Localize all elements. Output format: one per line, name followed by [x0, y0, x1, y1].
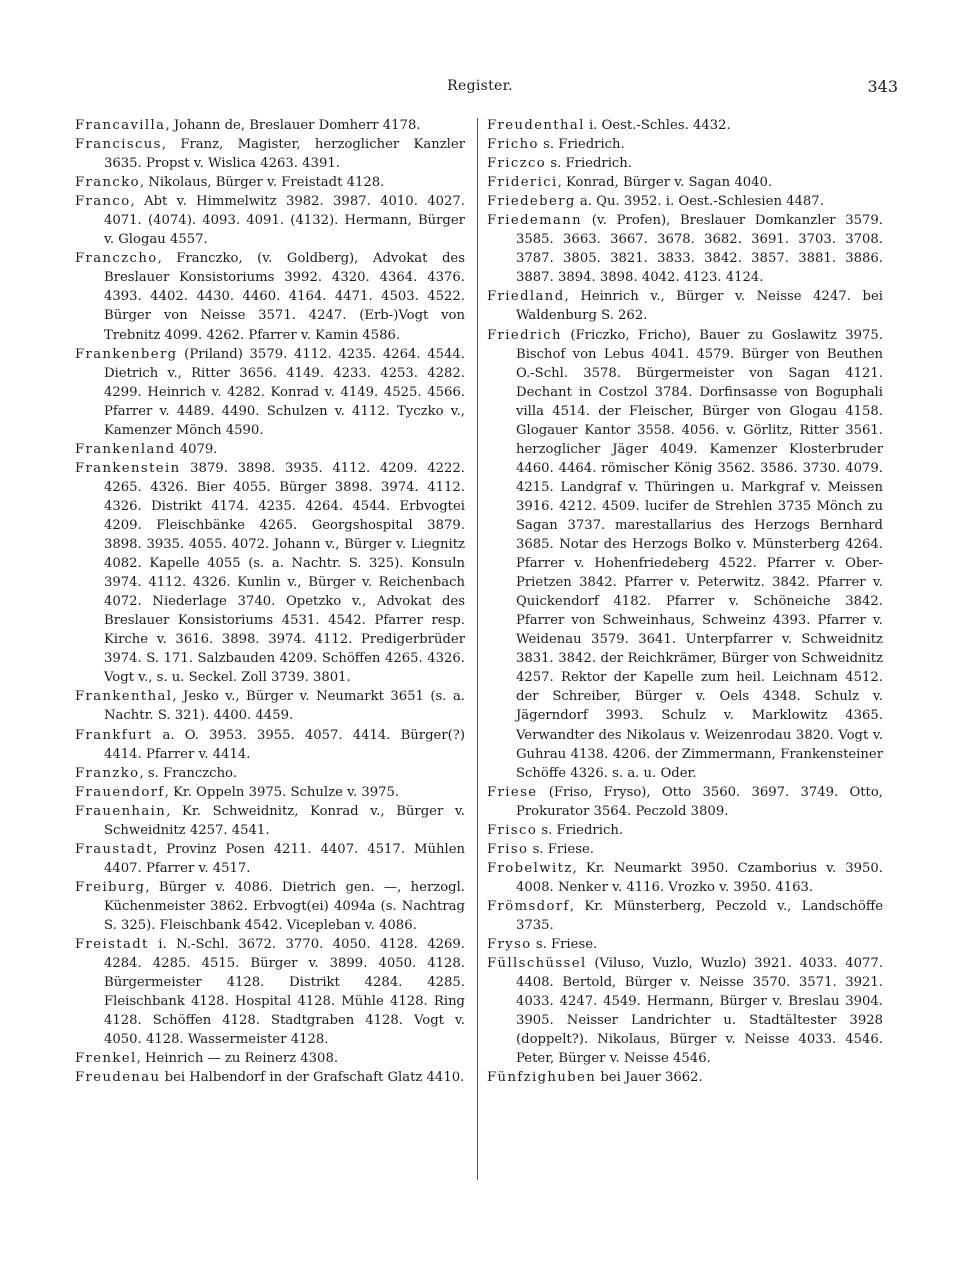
entry-headword: Friso	[487, 841, 529, 857]
index-entry	[487, 783, 883, 821]
entry-references: a. O. 3953. 3955. 4057. 4414. Bürger(?) 4414. Pfarrer v. 4414.	[104, 727, 465, 762]
index-entry	[487, 211, 883, 287]
entry-references: bei Halbendorf in der Grafschaft Glatz 4410.	[160, 1070, 465, 1086]
entry-references: , Kr. Oppeln 3975. Schulze v. 3975.	[164, 784, 400, 800]
index-entry	[487, 897, 883, 935]
index-entry	[487, 954, 883, 1068]
entry-references: i. Oest.-Schles. 4432.	[584, 118, 731, 133]
entry-headword: Friese	[487, 784, 538, 800]
entry-headword: Frobelwitz	[487, 860, 573, 876]
entry-headword: Franco	[75, 194, 131, 210]
entry-headword: Friedemann	[487, 213, 583, 229]
index-entry	[75, 249, 465, 344]
entry-references: (Viluso, Vuzlo, Wuzlo) 3921. 4033. 4077. 4408. Bertold, Bürger v. Neisse 3570. 3571. 3921. 4033. 4247. 4549. Hermann, Bürger v. Breslau 3904. 3905. Neisser Landrichter u. Stadtältester 3928 (doppelt?). Nikolaus, Bürger v. Neisse 4033. 4546. Peter, Bürger v. Neisse 4546.	[516, 956, 883, 1067]
entry-references: , Kr. Münsterberg, Peczold v., Landschöffe 3735.	[516, 898, 883, 933]
entry-references: i. N.-Schl. 3672. 3770. 4050. 4128. 4269. 4284. 4285. 4515. Bürger v. 3899. 4050. 4128. Bürgermeister 4128. Distrikt 4284. 4285. Fleischbank 4128. Hospital 4128. Mühle 4128. Ring 4128. Schöffen 4128. Stadtgraben 4128. Vogt v. 4050. 4128. Wassermeister 4128.	[104, 937, 465, 1048]
entry-headword: Franciscus	[75, 137, 162, 153]
entry-references: a. Qu. 3952. i. Oest.-Schlesien 4487.	[575, 194, 824, 210]
entry-references: , Abt v. Himmelwitz 3982. 3987. 4010. 4027. 4071. (4074). 4093. 4091. (4132). Hermann, Bürger v. Glogau 4557.	[104, 194, 465, 248]
entry-headword: Frankenstein	[75, 460, 181, 476]
index-entry	[487, 154, 883, 173]
entry-references: , Johann de, Breslauer Domherr 4178.	[165, 118, 421, 133]
column-divider	[477, 118, 478, 1180]
index-entry	[75, 878, 465, 935]
index-entry	[75, 1049, 465, 1068]
index-entry	[487, 1068, 883, 1087]
left-column	[75, 116, 465, 1087]
entry-headword: Frankenthal	[75, 689, 173, 705]
index-entry	[487, 859, 883, 897]
entry-headword: Fricho	[487, 137, 539, 153]
entry-references: (Friczko, Fricho), Bauer zu Goslawitz 3975. Bischof von Lebus 4041. 4579. Bürger von Beuthen O.-Schl. 3578. Bürgermeister von Sagan 4121. Dechant in Costzol 3784. Dorfinsasse von Boguphali villa 4514. der Fleischer, Bürger von Glogau 4158. Glogauer Kantor 3558. 4056. v. Görlitz, Ritter 3561. herzoglicher Jäger 4049. Kamenzer Klosterbruder 4460. 4464. römischer König 3562. 3586. 3730. 4079. 4215. Landgraf v. Thüringen u. Markgraf v. Meissen 3916. 4212. 4509. lucifer de Strehlen 3735 Mönch zu Sagan 3737. marestallarius des Herzogs Bernhard 3685. Notar des Herzogs Bolko v. Münsterberg 4264. Pfarrer v. Hohenfriedeberg 4522. Pfarrer v. Ober-Prietzen 3842. Pfarrer v. Peterwitz. 3842. Pfarrer v. Quickendorf 4182. Pfarrer v. Schöneiche 3842. Pfarrer von Schweinhaus, Schweinz 4393. Pfarrer v. Weidenau 3579. 3641. Unterpfarrer v. Schweidnitz 3831. 3842. der Reichkrämer, Bürger von Schweidnitz 4257. Rektor der Kapelle zum heil. Leichnam 4512. der Schreiber, Bürger v. Oels 4348. Schulz v. Jägerndorf 3993. Schulz v. Marklowitz 4365. Verwandter des Nikolaus v. Weizenrodau 3820. Vogt v. Guhrau 4138. 4206. der Zimmermann, Frankensteiner Schöffe 4326. s. a. u. Oder.	[516, 327, 883, 781]
index-entry	[75, 726, 465, 764]
entry-headword: Freistadt	[75, 937, 149, 953]
entry-references: , Heinrich v., Bürger v. Neisse 4247. bei Waldenburg S. 262.	[516, 289, 883, 324]
entry-references: s. Friese.	[531, 937, 598, 953]
entry-references: 3879. 3898. 3935. 4112. 4209. 4222. 4265. 4326. Bier 4055. Bürger 3898. 3974. 4112. 4326. Distrikt 4174. 4235. 4264. 4544. Erbvogtei 4209. Fleischbänke 4265. Georgshospital 3879. 3898. 3935. 4055. 4072. Johann v., Bürger v. Liegnitz 4082. Kapelle 4055 (s. a. Nachtr. S. 325). Konsuln 3974. 4112. 4326. Kunlin v., Bürger v. Reichenbach 4072. Niederlage 3740. Opetzko v., Advokat des Breslauer Konsistoriums 4531. 4542. Pfarrer resp. Kirche v. 3616. 3898. 3974. 4112. Predigerbrüder 3974. S. 171. Salzbauden 4209. Schöffen 4265. 4326. Vogt v., s. u. Seckel. Zoll 3739. 3801.	[104, 460, 465, 686]
index-entry	[487, 192, 883, 211]
entry-references: (Priland) 3579. 4112. 4235. 4264. 4544. Dietrich v., Ritter 3656. 4149. 4233. 4253. 4282. 4299. Heinrich v. 4282. Konrad v. 4149. 4525. 4566. Pfarrer v. 4489. 4490. Schulzen v. 4112. Tyczko v., Kamenzer Mönch 4590.	[104, 346, 465, 438]
index-entry	[75, 935, 465, 1049]
entry-headword: Fünfzighuben	[487, 1070, 597, 1086]
entry-references: s. Friedrich.	[546, 156, 632, 172]
entry-references: s. Friedrich.	[538, 137, 625, 153]
entry-headword: Frankenland	[75, 441, 176, 457]
right-column	[487, 116, 883, 1087]
entry-references: , Nikolaus, Bürger v. Freistadt 4128.	[139, 175, 385, 191]
entry-references: , Franz, Magister, herzoglicher Kanzler 3635. Propst v. Wislica 4263. 4391.	[104, 137, 465, 172]
entry-headword: Freudenthal	[487, 118, 585, 133]
entry-headword: Füllschüssel	[487, 956, 587, 972]
index-entry	[487, 135, 883, 154]
index-entry	[75, 135, 465, 173]
index-entry	[75, 116, 465, 135]
entry-headword: Frenkel	[75, 1051, 137, 1067]
entry-references: s. Friese.	[528, 841, 594, 857]
running-title: Register.	[447, 78, 513, 94]
entry-headword: Frauenhain	[75, 803, 167, 819]
entry-references: , Kr. Neumarkt 3950. Czamborius v. 3950. 4008. Nenker v. 4116. Vrozko v. 3950. 4163.	[516, 860, 883, 895]
index-entry	[75, 192, 465, 249]
entry-headword: Frisco	[487, 822, 538, 838]
index-entry	[75, 840, 465, 878]
entry-references: 4079.	[175, 441, 218, 457]
page-number: 343	[867, 77, 898, 96]
entry-headword: Freiburg	[75, 879, 146, 895]
index-entry	[75, 440, 465, 459]
entry-references: , s. Franczcho.	[139, 765, 237, 781]
entry-headword: Fryso	[487, 937, 532, 953]
entry-references: (v. Profen), Breslauer Domkanzler 3579. 3585. 3663. 3667. 3678. 3682. 3691. 3703. 3708. 3787. 3805. 3821. 3833. 3842. 3857. 3881. 3886. 3887. 3894. 3898. 4042. 4123. 4124.	[516, 213, 883, 286]
entry-headword: Frankfurt	[75, 727, 153, 743]
entry-headword: Franczcho	[75, 251, 158, 267]
entry-headword: Friedland	[487, 289, 565, 305]
index-entry	[487, 173, 883, 192]
index-entry	[487, 116, 883, 135]
entry-references: , Bürger v. 4086. Dietrich gen. —, herzogl. Küchenmeister 3862. Erbvogt(ei) 4094a (s. Nachtrag S. 325). Fleischbank 4542. Vicepleban v. 4086.	[104, 879, 465, 933]
entry-references: , Franczko, (v. Goldberg), Advokat des Breslauer Konsistoriums 3992. 4320. 4364. 4376. 4393. 4402. 4430. 4460. 4164. 4471. 4503. 4522. Bürger von Neisse 3571. 4247. (Erb-)Vogt von Trebnitz 4099. 4262. Pfarrer v. Kamin 4586.	[104, 251, 465, 343]
index-entry	[75, 687, 465, 725]
page-header	[0, 78, 960, 100]
index-entry	[75, 1068, 465, 1087]
entry-references: , Konrad, Bürger v. Sagan 4040.	[557, 175, 773, 191]
index-entry	[487, 287, 883, 325]
entry-references: , Kr. Schweidnitz, Konrad v., Bürger v. Schweidnitz 4257. 4541.	[104, 803, 465, 838]
entry-headword: Frauendorf	[75, 784, 165, 800]
index-entry	[75, 459, 465, 688]
index-entry	[75, 345, 465, 440]
index-entry	[487, 821, 883, 840]
entry-references: (Friso, Fryso), Otto 3560. 3697. 3749. Otto, Prokurator 3564. Peczold 3809.	[516, 784, 883, 819]
entry-headword: Freudenau	[75, 1070, 161, 1086]
entry-headword: Francavilla	[75, 118, 166, 133]
entry-references: s. Friedrich.	[537, 822, 624, 838]
entry-headword: Friderici	[487, 175, 558, 191]
entry-headword: Francko	[75, 175, 140, 191]
index-entry	[487, 935, 883, 954]
index-entry	[75, 173, 465, 192]
entry-references: , Jesko v., Bürger v. Neumarkt 3651 (s. a. Nachtr. S. 321). 4400. 4459.	[104, 689, 465, 724]
entry-headword: Franzko	[75, 765, 140, 781]
entry-headword: Fraustadt	[75, 841, 154, 857]
entry-headword: Friczco	[487, 156, 547, 172]
index-entry	[75, 783, 465, 802]
index-entry	[75, 764, 465, 783]
entry-references: , Heinrich — zu Reinerz 4308.	[136, 1051, 339, 1067]
entry-headword: Friedrich	[487, 327, 562, 343]
index-entry	[487, 326, 883, 783]
entry-headword: Frankenberg	[75, 346, 178, 362]
index-entry	[487, 840, 883, 859]
entry-references: bei Jauer 3662.	[596, 1070, 703, 1086]
entry-headword: Friedeberg	[487, 194, 576, 210]
index-entry	[75, 802, 465, 840]
entry-headword: Frömsdorf	[487, 898, 570, 914]
entry-references: , Provinz Posen 4211. 4407. 4517. Mühlen 4407. Pfarrer v. 4517.	[104, 841, 465, 876]
